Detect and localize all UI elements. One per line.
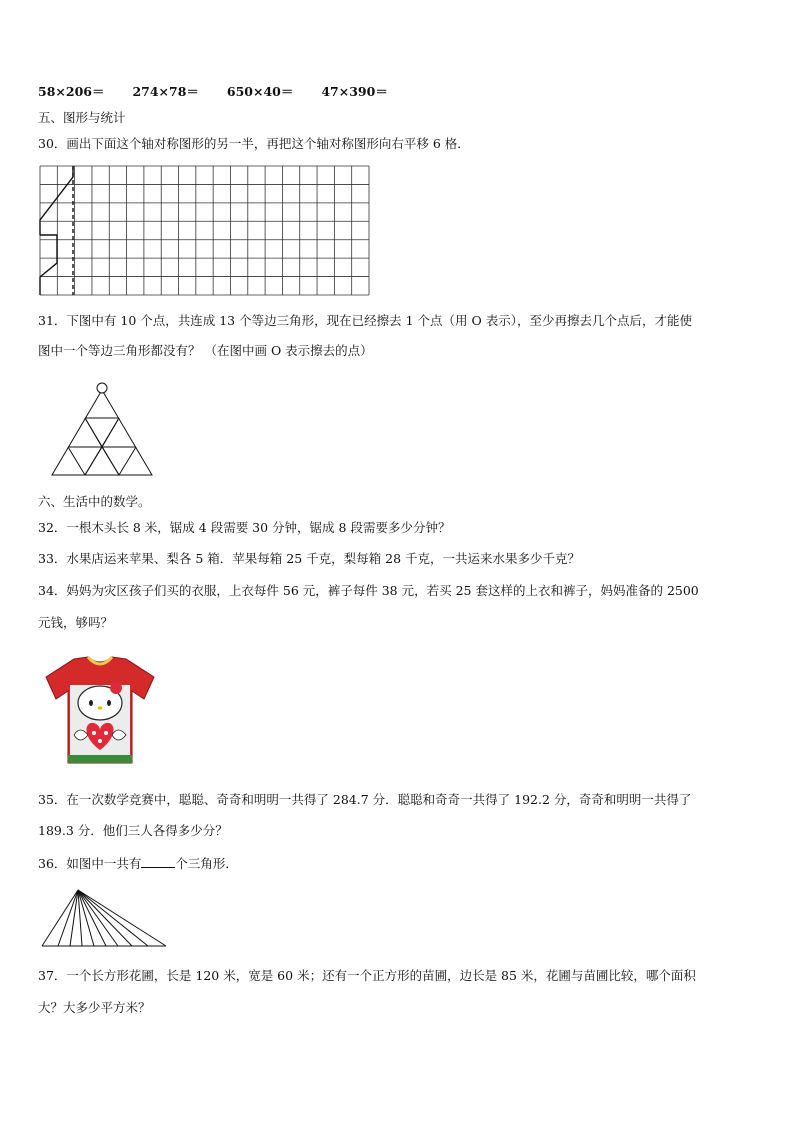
calc-item: 47×390＝ [321, 84, 388, 99]
tshirt-image [44, 655, 156, 767]
calc-row [38, 84, 412, 100]
triangle-dots-figure[interactable] [50, 382, 160, 477]
question-34-line1: 34．妈妈为灾区孩子们买的衣服，上衣每件 56 元，裤子每件 38 元，若买 25 套这样的上衣和裤子，妈妈准备的 2500 [38, 583, 699, 598]
calc-item: 650×40＝ [226, 84, 294, 99]
calc-item: 274×78＝ [132, 84, 199, 99]
question-36 [38, 855, 238, 872]
fan-triangle-figure[interactable] [40, 888, 168, 948]
question-37-line2: 大？大多少平方米？ [38, 1000, 151, 1015]
question-30: 30．画出下面这个轴对称图形的另一半，再把这个轴对称图形向右平移 6 格． [38, 136, 470, 151]
question-31-line2: 图中一个等边三角形都没有？ （在图中画 O 表示擦去的点） [38, 343, 373, 358]
question-31-line1: 31．下图中有 10 个点，共连成 13 个等边三角形，现在已经擦去 1 个点（用 O 表示），至少再擦去几个点后，才能使 [38, 313, 692, 328]
section-6-heading: 六、生活中的数学。 [38, 494, 151, 509]
erased-dot-circle [97, 383, 107, 393]
question-32: 32．一根木头长 8 米，锯成 4 段需要 30 分钟，锯成 8 段需要多少分钟？ [38, 520, 451, 535]
question-35-line2: 189.3 分．他们三人各得多少分？ [38, 823, 228, 838]
section-5-heading: 五、图形与统计 [38, 110, 126, 125]
symmetry-grid[interactable] [40, 166, 370, 296]
question-34-line2: 元钱，够吗？ [38, 615, 114, 630]
answer-blank[interactable] [141, 855, 175, 868]
question-33: 33．水果店运来苹果、梨各 5 箱．苹果每箱 25 千克，梨每箱 28 千克，一共运来水果多少千克？ [38, 551, 581, 566]
question-35-line1: 35．在一次数学竞赛中，聪聪、奇奇和明明一共得了 284.7 分．聪聪和奇奇一共得了 192.2 分，奇奇和明明一共得了 [38, 792, 692, 807]
calc-item: 58×206＝ [38, 84, 105, 99]
question-37-line1: 37．一个长方形花圃，长是 120 米，宽是 60 米；还有一个正方形的苗圃，边长是 85 米，花圃与苗圃比较，哪个面积 [38, 968, 696, 983]
question-36-text-after: 个三角形． [175, 856, 238, 871]
question-36-text-before: 36．如图中一共有 [38, 856, 142, 871]
